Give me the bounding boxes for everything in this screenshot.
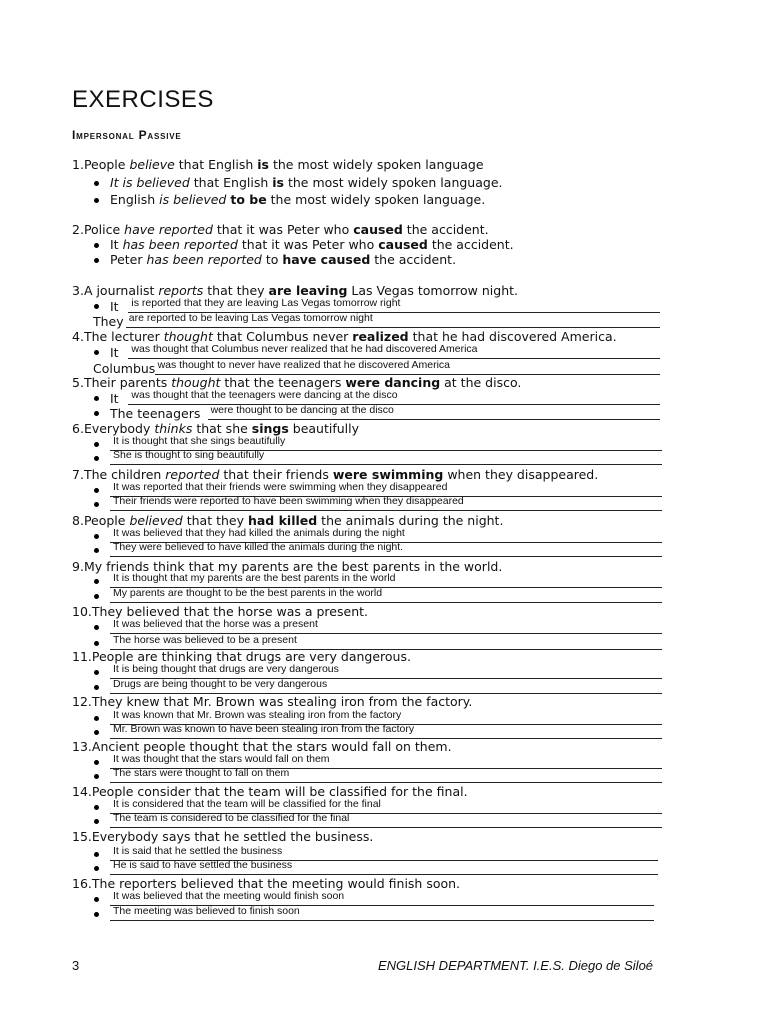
- exercise-question: [72, 829, 373, 844]
- text-fragment: Ancient people thought that the stars would fall on them.: [91, 739, 452, 754]
- exercise-question: [72, 513, 503, 528]
- bullet-icon: [94, 641, 99, 646]
- text-fragment: that the teenagers: [220, 375, 346, 390]
- bullet-icon: [94, 181, 99, 186]
- handwritten-answer: It was believed that the horse was a present: [113, 618, 318, 630]
- section-subtitle: Impersonal Passive: [72, 128, 182, 142]
- handwritten-answer: It is thought that she sings beautifully: [113, 435, 286, 447]
- example-answer: [110, 252, 456, 267]
- handwritten-answer: It was believed that they had killed the animals during the night: [113, 527, 405, 539]
- question-number: 15.: [72, 829, 92, 844]
- text-fragment: thought: [163, 329, 213, 344]
- handwritten-answer: is reported that they are leaving Las Vegas tomorrow right: [131, 297, 401, 309]
- question-number: 8.: [72, 513, 84, 528]
- text-fragment: the accident.: [370, 252, 457, 267]
- exercise-question: [72, 739, 452, 754]
- exercise-question: [72, 694, 472, 709]
- bullet-icon: [94, 625, 99, 630]
- bullet-icon: [94, 594, 99, 599]
- exercise-question: [72, 604, 368, 619]
- handwritten-answer: Drugs are being thought to be very dangerous: [113, 678, 328, 690]
- handwritten-answer: My parents are thought to be the best parents in the world: [113, 587, 383, 599]
- text-fragment: reports: [158, 283, 204, 298]
- handwritten-answer: The team is considered to be classified for the final: [113, 812, 350, 824]
- question-number: 6.: [72, 421, 84, 436]
- bullet-icon: [94, 819, 99, 824]
- exercise-question: [72, 375, 521, 390]
- handwritten-answer: was thought to never have realized that he discovered America: [157, 359, 451, 371]
- text-fragment: is believed: [159, 192, 227, 207]
- page-title: EXERCISES: [72, 86, 214, 113]
- bullet-icon: [94, 456, 99, 461]
- text-fragment: People: [83, 157, 130, 172]
- text-fragment: caused: [378, 237, 428, 252]
- handwritten-answer: He is said to have settled the business: [113, 859, 293, 871]
- question-number: 5.: [72, 375, 84, 390]
- exercise-question: [72, 467, 598, 482]
- answer-lead: It: [110, 299, 119, 314]
- text-fragment: Everybody: [83, 421, 155, 436]
- text-fragment: People consider that the team will be classified for the final.: [91, 784, 468, 799]
- question-number: 9.: [72, 559, 84, 574]
- question-number: 11.: [72, 649, 92, 664]
- text-fragment: that she: [192, 421, 252, 436]
- text-fragment: People: [83, 513, 130, 528]
- handwritten-answer: It was believed that the meeting would finish soon: [113, 890, 345, 902]
- exercise-question: [72, 222, 489, 237]
- question-number: 3.: [72, 283, 84, 298]
- question-number: 12.: [72, 694, 92, 709]
- handwritten-answer: It was known that Mr. Brown was stealing iron from the factory: [113, 709, 402, 721]
- question-number: 10.: [72, 604, 92, 619]
- text-fragment: that it was Peter who: [237, 237, 379, 252]
- text-fragment: Las Vegas tomorrow night.: [347, 283, 519, 298]
- text-fragment: had killed: [247, 513, 318, 528]
- handwritten-answer: The meeting was believed to finish soon: [113, 905, 300, 917]
- text-fragment: Peter: [110, 252, 147, 267]
- text-fragment: that English: [174, 157, 258, 172]
- text-fragment: The children: [83, 467, 166, 482]
- bullet-icon: [94, 198, 99, 203]
- text-fragment: is: [272, 175, 284, 190]
- bullet-icon: [94, 774, 99, 779]
- text-fragment: Their parents: [83, 375, 172, 390]
- text-fragment: are leaving: [268, 283, 348, 298]
- handwritten-answer: It is considered that the team will be classified for the final: [113, 798, 381, 810]
- text-fragment: beautifully: [288, 421, 360, 436]
- question-number: 16.: [72, 876, 92, 891]
- text-fragment: at the disco.: [440, 375, 522, 390]
- text-fragment: have caused: [282, 252, 371, 267]
- exercise-question: [72, 157, 484, 172]
- question-number: 4.: [72, 329, 84, 344]
- text-fragment: realized: [352, 329, 409, 344]
- bullet-icon: [94, 411, 99, 416]
- text-fragment: when they disappeared.: [443, 467, 599, 482]
- text-fragment: thought: [171, 375, 221, 390]
- bullet-icon: [94, 548, 99, 553]
- handwritten-answer: was thought that Columbus never realized that he had discovered America: [131, 343, 478, 355]
- bullet-icon: [94, 243, 99, 248]
- handwritten-answer: It is thought that my parents are the best parents in the world: [113, 572, 396, 584]
- handwritten-answer: It is being thought that drugs are very dangerous: [113, 663, 339, 675]
- text-fragment: have reported: [124, 222, 213, 237]
- text-fragment: that it was Peter who: [212, 222, 354, 237]
- text-fragment: My friends think that my parents are the best parents in the world.: [83, 559, 503, 574]
- bullet-icon: [94, 258, 99, 263]
- text-fragment: to: [261, 252, 283, 267]
- handwritten-answer: It was reported that their friends were swimming when they disappeared: [113, 481, 448, 493]
- text-fragment: reported: [165, 467, 220, 482]
- text-fragment: were dancing: [345, 375, 441, 390]
- text-fragment: that their friends: [219, 467, 333, 482]
- question-number: 7.: [72, 467, 84, 482]
- handwritten-answer: The stars were thought to fall on them: [113, 767, 290, 779]
- text-fragment: believe: [129, 157, 175, 172]
- text-fragment: the most widely spoken language: [269, 157, 484, 172]
- bullet-icon: [94, 716, 99, 721]
- text-fragment: Everybody says that he settled the business.: [91, 829, 374, 844]
- text-fragment: that they: [203, 283, 269, 298]
- handwritten-answer: Mr. Brown was known to have been stealing iron from the factory: [113, 723, 415, 735]
- bullet-icon: [94, 730, 99, 735]
- text-fragment: the most widely spoken language.: [266, 192, 486, 207]
- handwritten-answer: Their friends were reported to have been swimming when they disappeared: [113, 495, 464, 507]
- answer-lead: Columbus: [93, 361, 156, 376]
- bullet-icon: [94, 670, 99, 675]
- exercise-question: [72, 283, 518, 298]
- answer-lead: It: [110, 391, 119, 406]
- text-fragment: thinks: [154, 421, 193, 436]
- answer-lead: The teenagers: [110, 406, 201, 421]
- bullet-icon: [94, 760, 99, 765]
- example-answer: [110, 237, 514, 252]
- text-fragment: the most widely spoken language.: [284, 175, 503, 190]
- bullet-icon: [94, 866, 99, 871]
- text-fragment: the animals during the night.: [317, 513, 504, 528]
- text-fragment: the accident.: [427, 237, 514, 252]
- example-answer: [110, 192, 485, 207]
- bullet-icon: [94, 304, 99, 309]
- text-fragment: Police: [83, 222, 125, 237]
- answer-lead: It: [110, 345, 119, 360]
- text-fragment: the accident.: [402, 222, 489, 237]
- exercise-question: [72, 649, 411, 664]
- bullet-icon: [94, 442, 99, 447]
- question-number: 1.: [72, 157, 84, 172]
- exercise-question: [72, 876, 460, 891]
- text-fragment: were swimming: [332, 467, 444, 482]
- text-fragment: sings: [251, 421, 289, 436]
- text-fragment: that he had discovered America.: [408, 329, 617, 344]
- exercise-question: [72, 421, 359, 436]
- text-fragment: that they: [182, 513, 248, 528]
- exercise-question: [72, 784, 468, 799]
- text-fragment: They knew that Mr. Brown was stealing iron from the factory.: [91, 694, 473, 709]
- handwritten-answer: were thought to be dancing at the disco: [210, 404, 394, 416]
- text-fragment: The lecturer: [83, 329, 164, 344]
- text-fragment: caused: [353, 222, 403, 237]
- bullet-icon: [94, 396, 99, 401]
- handwritten-answer: It is said that he settled the business: [113, 845, 283, 857]
- handwritten-answer: are reported to be leaving Las Vegas tomorrow night: [128, 312, 373, 324]
- bullet-icon: [94, 502, 99, 507]
- question-number: 2.: [72, 222, 84, 237]
- text-fragment: is: [257, 157, 269, 172]
- text-fragment: People are thinking that drugs are very dangerous.: [91, 649, 411, 664]
- bullet-icon: [94, 897, 99, 902]
- bullet-icon: [94, 350, 99, 355]
- question-number: 13.: [72, 739, 92, 754]
- text-fragment: A journalist: [83, 283, 159, 298]
- handwritten-answer: It was thought that the stars would fall on them: [113, 753, 330, 765]
- example-answer: [110, 175, 502, 190]
- text-fragment: has been reported: [122, 237, 238, 252]
- page-number: 3: [72, 958, 80, 973]
- text-fragment: They believed that the horse was a present.: [91, 604, 368, 619]
- text-fragment: that Columbus never: [212, 329, 353, 344]
- question-number: 14.: [72, 784, 92, 799]
- handwritten-answer: They were believed to have killed the animals during the night.: [113, 541, 404, 553]
- bullet-icon: [94, 488, 99, 493]
- text-fragment: It is believed: [110, 175, 190, 190]
- bullet-icon: [94, 685, 99, 690]
- bullet-icon: [94, 534, 99, 539]
- handwritten-answer: The horse was believed to be a present: [113, 634, 297, 646]
- bullet-icon: [94, 912, 99, 917]
- text-fragment: It: [110, 237, 123, 252]
- text-fragment: that English: [189, 175, 273, 190]
- text-fragment: believed: [129, 513, 183, 528]
- exercise-question: [72, 329, 617, 344]
- bullet-icon: [94, 805, 99, 810]
- handwritten-answer: was thought that the teenagers were dancing at the disco: [131, 389, 398, 401]
- answer-lead: They: [93, 314, 124, 329]
- footer-department: ENGLISH DEPARTMENT. I.E.S. Diego de Siloé: [378, 958, 654, 973]
- bullet-icon: [94, 579, 99, 584]
- text-fragment: The reporters believed that the meeting would finish soon.: [91, 876, 461, 891]
- text-fragment: to be: [230, 192, 267, 207]
- text-fragment: English: [110, 192, 160, 207]
- handwritten-answer: She is thought to sing beautifully: [113, 449, 265, 461]
- bullet-icon: [94, 852, 99, 857]
- text-fragment: has been reported: [146, 252, 262, 267]
